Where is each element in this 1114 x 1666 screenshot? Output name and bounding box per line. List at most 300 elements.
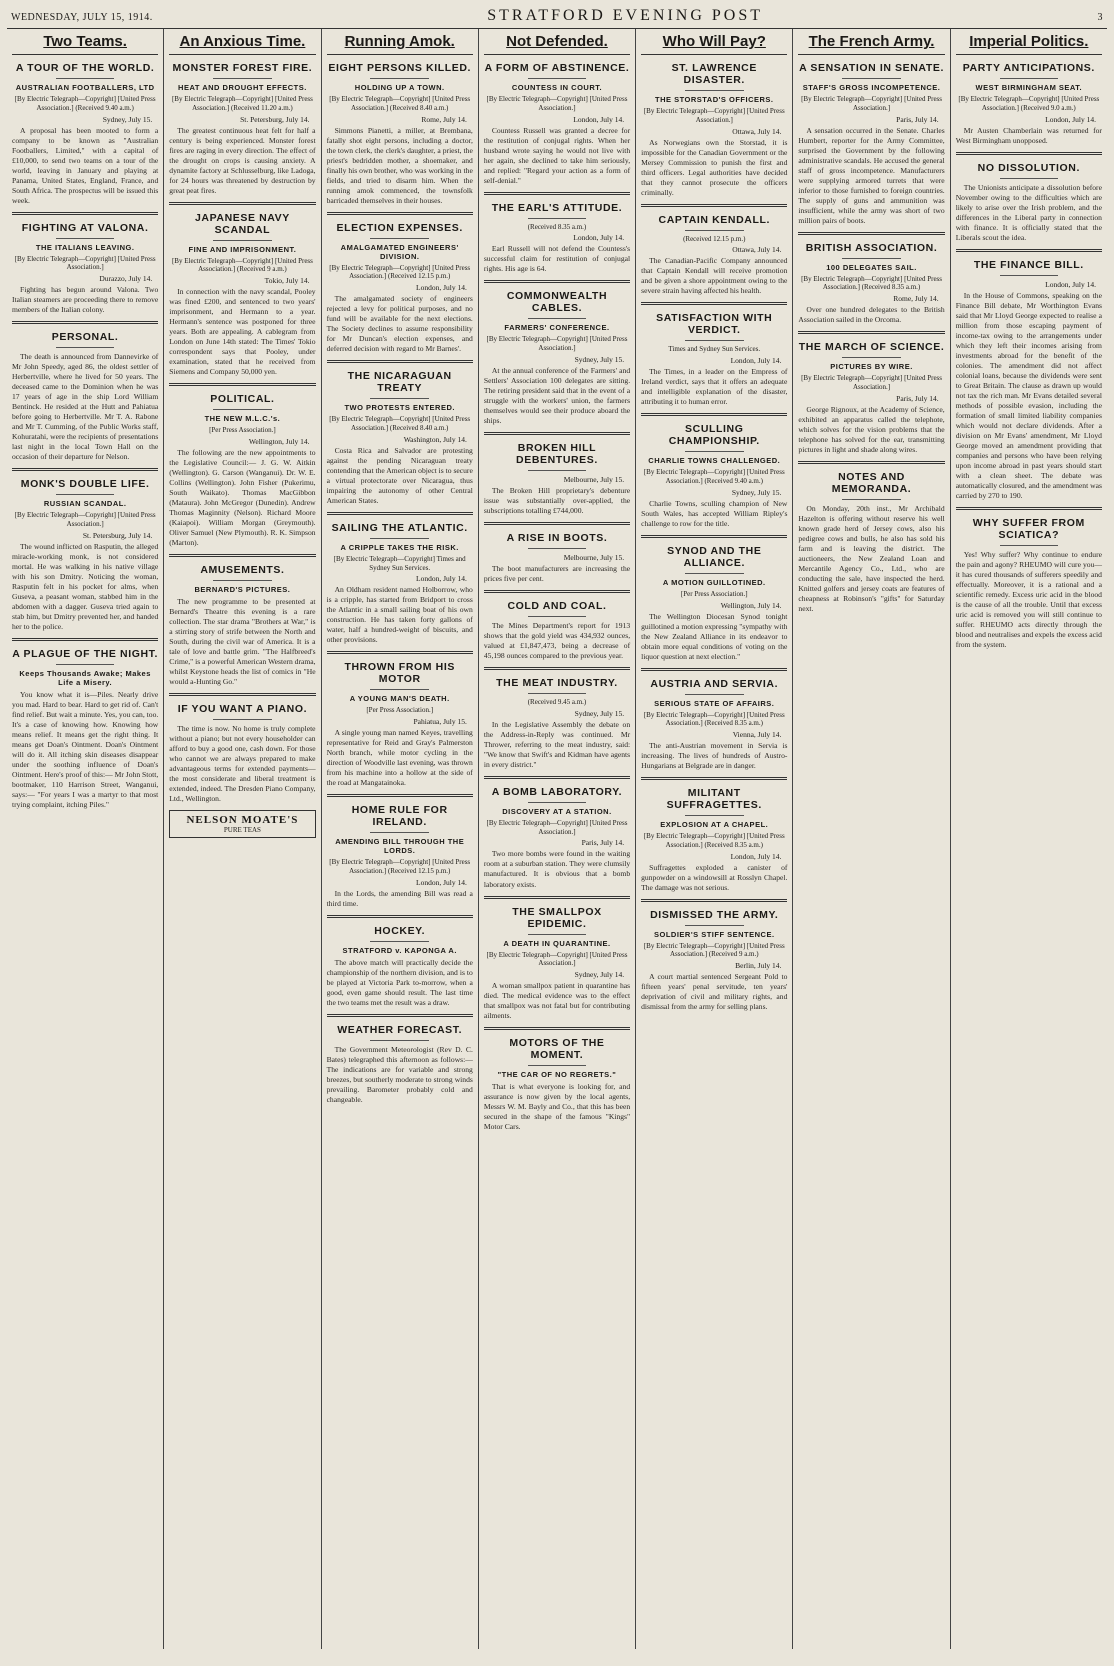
- headline-rule: [685, 694, 744, 695]
- article: [956, 62, 1102, 146]
- headline-rule: [528, 78, 587, 79]
- dateline: Rome, July 14.: [893, 294, 939, 304]
- article-headline: MILITANT SUFFRAGETTES.: [666, 787, 762, 812]
- dateline: Paris, July 14.: [896, 114, 939, 124]
- article-body: Fighting has begun around Valona. Two Italian steamers are proceeding there to remove members of the Italian colony.: [12, 285, 159, 315]
- article-headline: MOTORS OF THE MOMENT.: [509, 1037, 605, 1062]
- column-header: Imperial Politics.: [956, 33, 1102, 55]
- article-body: The boot manufacturers are increasing the prices five per cent.: [483, 564, 631, 584]
- article-headline: ELECTION EXPENSES.: [336, 221, 463, 234]
- dateline: St. Petersburg, July 14.: [82, 530, 153, 540]
- article: [327, 222, 473, 355]
- article-headline: FIGHTING AT VALONA.: [21, 221, 149, 234]
- dateline: Wellington, July 14.: [248, 437, 310, 446]
- dateline: Wellington, July 14.: [720, 600, 782, 610]
- headline-rule: [56, 78, 115, 79]
- column: [7, 29, 164, 1649]
- article: [484, 1037, 630, 1132]
- dateline: Sydney, July 15.: [574, 708, 625, 718]
- column-header: Two Teams.: [12, 33, 158, 55]
- article-divider: [484, 432, 630, 435]
- article-body: The death is announced from Dannevirke of Mr John Speedy, aged 86, the oldest settler of Herbertville, where he lived for 50 years. The deceased came to the Dominion when he was 17 years of age in the ship Lord William Bentinck. He resided at the Hutt and Pahiatua before going to Herbertville. Mr T. A. Rabone and Mr T. Cumming, of the Public Works staff, Kohuratahi, were the recipients of presentations last night in the local Town Hall on the occasion of their departure for Nelson.: [12, 352, 159, 462]
- wire-credit: [By Electric Telegraph—Copyright] [United Press Association.] (Received 9.40 a.m.): [14, 95, 156, 112]
- headline-rule: [56, 238, 115, 239]
- article-body: A single young man named Keyes, travelling representative for Reid and Gray's Palmerston North branch, while motor cycling in the direction of Woodville last evening, was thrown from his machine into a hollow at the side of the road at Mangatainoka.: [326, 728, 473, 788]
- headline-rule: [528, 802, 587, 803]
- newspaper-page: [7, 5, 1107, 1655]
- column: [322, 29, 479, 1649]
- article-headline: SCULLING CHAMPIONSHIP.: [668, 423, 760, 448]
- article-body: Simmons Pianetti, a miller, at Brembana, fatally shot eight persons, including a doctor, the town clerk, the clerk's daughter, a priest, the priest's bedridden mother, a shoemaker, and finally his own brother, who was working in the fields, and tried to disarm him. When the running amok commenced, the townsfolk barricaded themselves in their houses.: [326, 125, 473, 205]
- dateline: London, July 14.: [416, 574, 467, 584]
- article-body: In connection with the navy scandal, Pooley was fined £200, and sentenced to two years' imprisonment, and Hermann to a year. Hermann's sentence was postponed for three years. Both are appealing. A cablegram from London on June 14th stated: The Times' Tokio correspondent says that Pooley, under examination, stated that he received from Siemens and Company 50,000 yen.: [169, 287, 316, 377]
- wire-credit: [By Electric Telegraph—Copyright] [United Press Association.]: [801, 374, 942, 391]
- article: [327, 62, 473, 206]
- headline-rule: [528, 548, 587, 549]
- article-headline: A TOUR OF THE WORLD.: [15, 62, 155, 74]
- article-divider: [798, 331, 944, 334]
- article-body: A court martial sentenced Sergeant Pold to fifteen years' penal servitude, ten years' deprivation of civil and military rights, and dismissal from the army for selling plans.: [641, 972, 788, 1012]
- wire-credit: [By Electric Telegraph—Copyright] [United Press Association.]: [486, 335, 628, 353]
- article-headline: A SENSATION IN SENATE.: [799, 62, 944, 74]
- article: [484, 786, 630, 890]
- article: [169, 393, 315, 548]
- article-body: You know what it is—Piles. Nearly drive you mad. Hard to bear. Hard to get rid of. Can't find relief. But wait a minute. Yes, you can, too. It's a case of knowing how. Knowing how means relief. It means get the right thing. It means get Doan's Ointment. Doan's Ointment will do it. All itching skin diseases disappear under the soothing influence of Doan's Ointment. Here's proof of this:— Mr John Stott, bootmaker, 110 Harrison Street, Wanganui, says:— "For years I was a martyr to that most trying complaint, itching Piles.": [12, 689, 159, 810]
- article: [12, 222, 158, 316]
- article-body: In the Lords, the amending Bill was read a third time.: [326, 888, 473, 908]
- article: [798, 62, 944, 226]
- column-header: Not Defended.: [484, 33, 630, 55]
- dateline: Paris, July 14.: [581, 838, 625, 848]
- headline-rule: [842, 258, 901, 259]
- article-subheadline: TWO PROTESTS ENTERED.: [344, 403, 455, 413]
- article-body: Yes! Why suffer? Why continue to endure the pain and agony? RHEUMO will cure you—it has cured thousands of sufferers speedily and effectually. Moreover, it is a rational and a scientific remedy. Excess uric acid in the blood is the cause of all the trouble. Until that excess uric acid is removed you will still continue to suffer. RHEUMO acts directly through the blood and neutralises and expels the excess acid from the system.: [955, 549, 1102, 650]
- article-subheadline: A MOTION GUILLOTINED.: [662, 577, 766, 587]
- dateline: London, July 14.: [730, 851, 782, 861]
- article-divider: [641, 899, 787, 902]
- article-subheadline: FARMERS' CONFERENCE.: [504, 323, 610, 333]
- wire-credit: (Received 12.15 p.m.): [683, 234, 746, 243]
- article-subheadline: "THE CAR OF NO REGRETS.": [497, 1070, 617, 1080]
- article-divider: [484, 590, 630, 593]
- article-subheadline: COUNTESS IN COURT.: [511, 83, 603, 92]
- article-divider: [956, 249, 1102, 252]
- article-body: The Canadian-Pacific Company announced that Captain Kendall will receive promotion and be given a shore appointment owing to the severe strain having affected his health.: [641, 256, 788, 296]
- advert-brand: NELSON MOATE'S: [186, 814, 299, 827]
- wire-credit: (Received 9.45 a.m.): [527, 698, 587, 707]
- article-body: A proposal has been mooted to form a company to be known as "Australian Footballers, Limited," with a capital of £10,000, to send two teams on a tour of the world, leaving in January and playing at Panama, United States, England, France, and South Africa. The prospectus will be issued this week.: [12, 125, 159, 205]
- column: [793, 29, 950, 1649]
- wire-credit: [Per Press Association.]: [366, 706, 434, 715]
- paper-title: STRATFORD EVENING POST: [487, 7, 763, 24]
- article-divider: [641, 777, 787, 780]
- dateline: Sydney, July 14.: [574, 970, 625, 980]
- article-subheadline: 100 DELEGATES SAIL.: [826, 262, 917, 272]
- article-subheadline: CHARLIE TOWNS CHALLENGED.: [648, 456, 781, 466]
- article-body: George Rignoux, at the Academy of Science, exhibited an apparatus called the telephote, which solves for the vision problems that the telephone has solved for the ear, transmitting pictures in light and shade along wires.: [798, 404, 945, 454]
- article-divider: [327, 212, 473, 215]
- article: [12, 648, 158, 810]
- article-headline: BRITISH ASSOCIATION.: [805, 241, 938, 254]
- article: [641, 312, 787, 407]
- headline-rule: [370, 78, 429, 79]
- article: [641, 214, 787, 297]
- headline-rule: [213, 409, 272, 410]
- article-divider: [327, 512, 473, 515]
- article-body: An Oldham resident named Holborrow, who is a cripple, has started from Bridport to cross the Atlantic in a small sailing boat of his own construction. He has taken forty gallons of water, half a hundred-weight of biscuits, and other provisions.: [326, 585, 473, 645]
- wire-credit: [Per Press Association.]: [209, 426, 276, 435]
- article: [641, 545, 787, 662]
- article-body: The Wellington Diocesan Synod tonight guillotined a motion expressing "sympathy with the New Zealand Alliance in its endeavor to obtain more equal conditions of voting on the liquor question at next election.": [641, 611, 788, 661]
- article-subheadline: FINE AND IMPRISONMENT.: [188, 244, 297, 254]
- headline-rule: [528, 616, 587, 617]
- wire-credit: [By Electric Telegraph—Copyright] [United Press Association.] (Received 12.15 p.m.): [329, 263, 471, 281]
- article: [798, 471, 944, 614]
- wire-credit: [By Electric Telegraph—Copyright] [United Press Association.] (Received 8.40 a.m.): [329, 95, 471, 112]
- article-divider: [12, 638, 158, 641]
- dateline: Ottawa, July 14.: [732, 245, 782, 255]
- headline-rule: [528, 1065, 587, 1066]
- headline-rule: [370, 941, 429, 942]
- article: [641, 62, 787, 198]
- article-body: The Government Meteorologist (Rev D. C. Bates) telegraphed this afternoon as follows:— The indications are for variable and strong breezes, but southerly moderate to strong winds prevailing. Barometer probably cold and changeable.: [326, 1044, 473, 1104]
- article: [484, 532, 630, 584]
- column-header: An Anxious Time.: [169, 33, 315, 55]
- headline-rule: [370, 1040, 429, 1041]
- headline-rule: [370, 398, 429, 399]
- article-body: The anti-Austrian movement in Servia is increasing. The lives of hundreds of Austro-Hungarians at Belgrade are in danger.: [641, 741, 788, 771]
- article-subheadline: AMENDING BILL THROUGH THE LORDS.: [335, 837, 465, 856]
- article-headline: IF YOU WANT A PIANO.: [177, 703, 308, 716]
- article-subheadline: A DEATH IN QUARANTINE.: [503, 938, 611, 948]
- article-subheadline: THE NEW M.L.C.'s.: [204, 414, 281, 424]
- article-body: The Broken Hill proprietary's debenture issue was substantially over-applied, the subscriptions totalling £744,000.: [483, 485, 631, 516]
- article-divider: [12, 468, 158, 471]
- page-number: 3: [1097, 12, 1103, 23]
- article-headline: THE EARL'S ATTITUDE.: [491, 201, 623, 214]
- dateline: London, July 14.: [730, 356, 782, 366]
- article-subheadline: A CRIPPLE TAKES THE RISK.: [340, 542, 459, 552]
- article-subheadline: DISCOVERY AT A STATION.: [502, 806, 612, 816]
- article-body: Countess Russell was granted a decree for the restitution of conjugal rights. When her husband wrote saying he would not live with her again, she declined to take him seriously, and replied: "Regard your action as a form of self-denial.": [483, 125, 631, 185]
- article-body: The following are the new appointments to the Legislative Council:— J. G. W. Aitkin (Wellington). G. Carson (Wanganui). Dr. W. E. Collins (Wellington). John Fisher (Pukerimu, South Waikato). Thomas MacGibbon (Mataura). John McGregor (Dunedin). Andrew Thomas Maginnity (Nelson). Richard Moore (Kaiapoi). William Morgan (Greymouth). Oliver Samuel (New Plymouth). R. K. Simpson (Marton).: [169, 448, 316, 548]
- article-divider: [484, 667, 630, 670]
- dateline: Sydney, July 15.: [102, 114, 153, 124]
- headline-rule: [528, 470, 587, 471]
- article-headline: A FORM OF ABSTINENCE.: [484, 62, 630, 74]
- dateline: St. Petersburg, July 14.: [240, 114, 310, 124]
- article-divider: [327, 360, 473, 363]
- article-body: That is what everyone is looking for, and assurance is now given by the local agents, Messrs W. M. Bayly and Co., that this has been secured in the shape of the famous "Kings" Motor Cars.: [483, 1082, 631, 1132]
- article-divider: [956, 152, 1102, 155]
- article-divider: [484, 896, 630, 899]
- headline-rule: [1000, 275, 1059, 276]
- article-subheadline: AUSTRALIAN FOOTBALLERS, LTD: [15, 83, 155, 92]
- article-headline: THE NICARAGUAN TREATY: [347, 370, 452, 395]
- article: [484, 677, 630, 770]
- wire-credit: [By Electric Telegraph—Copyright] [United Press Association.] (Received 9.40 a.m.): [643, 468, 785, 485]
- article-body: On Monday, 20th inst., Mr Archibald Hazelton is offering without reserve his well known grade herd of Jersey cows, also his pedigree cows and bulls, he also has sold his farm and is leaving the district. The auctioneers, the New Zealand Loan and Mercantile Agency Co., Ltd., who are conducting the sale, have inspected the herd. Knitted golfers and jersey coats are features of cheapness at Robinson's "gifts" for Saturday next.: [798, 503, 945, 613]
- headline-rule: [56, 664, 115, 665]
- dateline: Berlin, July 14.: [735, 961, 782, 971]
- columns-container: [7, 29, 1107, 1649]
- headline-rule: [685, 925, 744, 926]
- article-headline: MONSTER FOREST FIRE.: [172, 62, 313, 74]
- dateline: Tokio, July 14.: [264, 276, 310, 286]
- article: [484, 202, 630, 275]
- headline-rule: [370, 238, 429, 239]
- article-divider: [484, 776, 630, 779]
- article-subheadline: EXPLOSION AT A CHAPEL.: [660, 820, 769, 830]
- tea-advert: [169, 810, 315, 838]
- wire-credit: [By Electric Telegraph—Copyright] [United Press Association.] (Received 8.40 a.m.): [329, 415, 471, 432]
- article-body: The above match will practically decide the championship of the northern division, and is to be played at Victoria Park to-morrow, when a good, even game should result. The last time the two teams met the result was a draw.: [326, 957, 473, 1007]
- headline-rule: [842, 499, 901, 500]
- article: [484, 290, 630, 426]
- column: [479, 29, 636, 1649]
- article: [327, 1024, 473, 1105]
- dateline: London, July 14.: [573, 114, 625, 124]
- wire-credit: [By Electric Telegraph—Copyright] [United Press Association.] (Received 8.35 a.m.): [643, 710, 785, 728]
- article-divider: [641, 413, 787, 416]
- headline-rule: [685, 451, 744, 452]
- headline-rule: [528, 318, 587, 319]
- article-headline: POLITICAL.: [210, 393, 275, 406]
- article-divider: [327, 651, 473, 654]
- headline-rule: [685, 90, 744, 91]
- article-divider: [169, 383, 315, 386]
- headline-rule: [1000, 78, 1059, 79]
- article-subheadline: Keeps Thousands Awake; Makes Life a Misery.: [19, 668, 151, 687]
- headline-rule: [528, 218, 587, 219]
- article-headline: NOTES AND MEMORANDA.: [831, 470, 912, 495]
- article-subheadline: THE ITALIANS LEAVING.: [35, 242, 135, 252]
- article-subheadline: PICTURES BY WIRE.: [830, 362, 913, 372]
- article-subheadline: STRATFORD v. KAPONGA A.: [342, 945, 457, 955]
- article-headline: THROWN FROM HIS MOTOR: [344, 661, 455, 686]
- article-divider: [798, 232, 944, 235]
- article-headline: WHY SUFFER FROM SCIATICA?: [972, 516, 1085, 541]
- wire-credit: [By Electric Telegraph—Copyright] [United Press Association.]: [801, 95, 942, 112]
- article-subheadline: WEST BIRMINGHAM SEAT.: [975, 83, 1083, 92]
- article: [12, 331, 158, 462]
- dateline: Melbourne, July 15.: [563, 553, 625, 563]
- article: [169, 703, 315, 804]
- wire-credit: [By Electric Telegraph—Copyright] [United Press Association.] (Received 8.35 a.m.): [643, 832, 785, 849]
- wire-credit: [By Electric Telegraph—Copyright] [United Press Association.]: [486, 95, 628, 112]
- issue-date: WEDNESDAY, JULY 15, 1914.: [11, 12, 153, 23]
- article-headline: CAPTAIN KENDALL.: [658, 213, 770, 226]
- dateline: Sydney, July 15.: [574, 354, 625, 364]
- dateline: London, July 14.: [573, 233, 625, 243]
- article-body: Charlie Towns, sculling champion of New South Wales, has accepted William Ripley's challenge to row for the title.: [641, 498, 788, 528]
- article-headline: DISMISSED THE ARMY.: [650, 908, 779, 921]
- article-body: The time is now. No home is truly complete without a piano; but not every householder can afford to buy a good one, cash down. For those who cannot we are always prepared to make advantageous terms for extended payments—the most considerate and liberal treatment is extended, indeed. The Dresden Piano Company, Ltd., Wellington.: [169, 724, 316, 804]
- headline-rule: [1000, 545, 1059, 546]
- article-headline: COLD AND COAL.: [507, 600, 607, 613]
- wire-credit: [By Electric Telegraph—Copyright] [United Press Association.] (Received 8.35 a.m.): [801, 274, 942, 292]
- article-headline: AUSTRIA AND SERVIA.: [650, 677, 779, 690]
- wire-credit: [By Electric Telegraph—Copyright] [United Press Association.]: [14, 511, 156, 529]
- dateline: Vienna, July 14.: [732, 730, 782, 740]
- article-headline: PERSONAL.: [51, 331, 119, 344]
- article-body: A woman smallpox patient in quarantine has died. The medical evidence was to the effect that smallpox was not fatal but for contributing ailments.: [483, 981, 631, 1021]
- article-divider: [956, 507, 1102, 510]
- article-headline: JAPANESE NAVY SCANDAL: [194, 211, 290, 236]
- wire-credit: Times and Sydney Sun Services.: [668, 345, 761, 354]
- article-subheadline: STAFF'S GROSS INCOMPETENCE.: [802, 83, 941, 92]
- headline-rule: [213, 78, 272, 79]
- article-body: The amalgamated society of engineers rejected a levy for political purposes, and no fund will be available for the next elections. The Society declines to assume responsibility for Mr Duncan's election expenses, and deferred decision with regard to Mr Barnes'.: [326, 294, 473, 354]
- column-header: Who Will Pay?: [641, 33, 787, 55]
- headline-rule: [842, 78, 901, 79]
- article-body: The wound inflicted on Rasputin, the alleged miracle-working monk, is not considered mortal. He was walking in his native village with his son Dmitry. Noticing the woman, Rasputin felt in his pocket for alms, when Guseva, a peasant woman, stabbed him in the abdomen with a dagger. Guseva tried again to stab him, but Dmitry prevented her, and handed her to the police.: [12, 541, 159, 631]
- article: [641, 909, 787, 1013]
- article-body: The new programme to be presented at Bernard's Theatre this evening is a rare collection. The star drama "Brothers at War," is a stirring story of strife between the North and South, during the civil war of America. It is a tale of love and battle grim. "The Halfbreed's Crime," is a powerful American Western drama, whilst Keystone heads the list of comics in "He would a-Hunting Go.": [169, 597, 316, 687]
- article-subheadline: SOLDIER'S STIFF SENTENCE.: [653, 929, 775, 939]
- article: [484, 906, 630, 1022]
- wire-credit: [By Electric Telegraph—Copyright] [United Press Association.] (Received 11.20 a.m.): [171, 95, 313, 112]
- article-divider: [12, 321, 158, 324]
- wire-credit: (Received 8.35 a.m.): [527, 222, 587, 231]
- article-divider: [484, 280, 630, 283]
- wire-credit: [Per Press Association.]: [680, 589, 748, 598]
- article-divider: [641, 535, 787, 538]
- headline-rule: [685, 340, 744, 341]
- column: [164, 29, 321, 1649]
- headline-rule: [370, 832, 429, 833]
- headline-rule: [1000, 178, 1059, 179]
- article-headline: A BOMB LABORATORY.: [491, 785, 623, 798]
- headline-rule: [528, 934, 587, 935]
- advert-tagline: PURE TEAS: [223, 826, 261, 835]
- article: [484, 62, 630, 186]
- dateline: London, July 14.: [416, 283, 467, 293]
- article-body: The greatest continuous heat felt for half a century is being experienced. Monster forest fires are raging in every direction. The effect of the drought on crops is causing anxiety. A dynamite factory at Schlusselburg, like Ladoga, for 24 hours was threatened by destruction by great peat fires.: [169, 125, 316, 195]
- article: [484, 442, 630, 516]
- article-subheadline: A YOUNG MAN'S DEATH.: [349, 694, 450, 704]
- article-divider: [12, 212, 158, 215]
- dateline: Washington, July 14.: [403, 434, 467, 444]
- article-body: Earl Russell will not defend the Countess's successful claim for restitution of conjugal rights. His age is 64.: [483, 244, 631, 274]
- headline-rule: [56, 347, 115, 348]
- article-body: Costa Rica and Salvador are protesting against the pending Nicaraguan treaty contending that the American object is to secure a virtual protectorate over Nicaragua, thus impairing the autonomy of other Central American States.: [326, 445, 473, 505]
- article-divider: [327, 794, 473, 797]
- article: [641, 787, 787, 893]
- article-headline: MONK'S DOUBLE LIFE.: [20, 478, 150, 491]
- article-headline: WEATHER FORECAST.: [337, 1023, 463, 1036]
- article-headline: BROKEN HILL DEBENTURES.: [516, 441, 598, 466]
- wire-credit: [By Electric Telegraph—Copyright] [United Press Association.]: [486, 950, 628, 968]
- article: [956, 259, 1102, 501]
- headline-rule: [685, 230, 744, 231]
- article-body: In the Legislative Assembly the debate on the Address-in-Reply was continued. Mr Thrower, referring to the meat industry, said: "We know that Swift's and Kidman have agents in every district.": [483, 719, 631, 769]
- article-headline: PARTY ANTICIPATIONS.: [962, 62, 1095, 74]
- article-headline: COMMONWEALTH CABLES.: [506, 290, 608, 315]
- article-body: The Unionists anticipate a dissolution before November owing to the difficulties which are likely to arise over the Irish problem, and the differences in the Liberal party in connection with finance. It is officially stated that the Liberals scout the idea.: [955, 182, 1102, 242]
- article: [169, 564, 315, 687]
- article-headline: HOME RULE FOR IRELAND.: [351, 804, 448, 829]
- headline-rule: [685, 815, 744, 816]
- article: [798, 242, 944, 326]
- article-divider: [484, 1027, 630, 1030]
- article: [169, 62, 315, 196]
- article: [12, 478, 158, 632]
- headline-rule: [370, 689, 429, 690]
- headline-rule: [56, 494, 115, 495]
- article-divider: [641, 302, 787, 305]
- article-headline: THE MARCH OF SCIENCE.: [798, 341, 945, 354]
- column: [636, 29, 793, 1649]
- wire-credit: [By Electric Telegraph—Copyright] Times and Sydney Sun Services.: [333, 554, 466, 572]
- article-subheadline: RUSSIAN SCANDAL.: [43, 499, 127, 509]
- article-divider: [169, 202, 315, 205]
- article: [327, 804, 473, 909]
- dateline: Paris, July 14.: [896, 393, 939, 403]
- dateline: Rome, July 14.: [421, 114, 467, 124]
- article: [12, 62, 158, 206]
- article-headline: A RISE IN BOOTS.: [506, 532, 608, 545]
- article-divider: [169, 554, 315, 557]
- article-headline: HOCKEY.: [374, 924, 426, 937]
- dateline: Melbourne, July 15.: [563, 474, 625, 484]
- article: [327, 370, 473, 506]
- headline-rule: [213, 719, 272, 720]
- wire-credit: [By Electric Telegraph—Copyright] [United Press Association.] (Received 12.15 p.m.): [329, 858, 471, 875]
- dateline: Sydney, July 15.: [731, 487, 782, 497]
- article-body: The Times, in a leader on the Empress of Ireland verdict, says that it offers an adequate and intelligible explanation of the disaster, attributing it to human error.: [641, 367, 788, 407]
- article: [956, 162, 1102, 243]
- headline-rule: [685, 573, 744, 574]
- article: [484, 600, 630, 661]
- headline-rule: [213, 240, 272, 241]
- article-headline: SAILING THE ATLANTIC.: [331, 521, 468, 534]
- article-headline: THE MEAT INDUSTRY.: [496, 677, 618, 690]
- article-body: As Norwegians own the Storstad, it is impossible for the Canadian Government or the Mersey Commission to punish the first and third officers. Legal authorities have decided that they cannot prosecute the officers criminally.: [641, 137, 788, 197]
- article-divider: [327, 915, 473, 918]
- article-body: Two more bombs were found in the waiting room at a suburban station. They were clumsily manufactured. It is obvious that a bomb laboratory exists.: [483, 849, 631, 889]
- article: [798, 341, 944, 455]
- article-divider: [484, 192, 630, 195]
- article-headline: A PLAGUE OF THE NIGHT.: [12, 647, 159, 660]
- article-divider: [327, 1014, 473, 1017]
- article-body: At the annual conference of the Farmers' and Settlers' Association 100 delegates are sitting. The retiring president said that in the event of a struggle with the workers' union, the farmers themselves would see their produce aboard the ships.: [483, 365, 631, 425]
- masthead: [7, 5, 1107, 29]
- article-subheadline: HEAT AND DROUGHT EFFECTS.: [178, 83, 307, 92]
- headline-rule: [842, 357, 901, 358]
- article-divider: [798, 461, 944, 464]
- article: [327, 925, 473, 1008]
- article: [327, 522, 473, 646]
- article-subheadline: THE STORSTAD'S OFFICERS.: [655, 95, 774, 104]
- article-divider: [641, 204, 787, 207]
- article-headline: SATISFACTION WITH VERDICT.: [656, 312, 773, 337]
- article-headline: AMUSEMENTS.: [200, 564, 285, 577]
- headline-rule: [528, 693, 587, 694]
- dateline: London, July 14.: [416, 877, 467, 887]
- article: [641, 423, 787, 529]
- wire-credit: [By Electric Telegraph—Copyright] [United Press Association.] (Received 9 a.m.): [643, 941, 785, 959]
- article-headline: ST. LAWRENCE DISASTER.: [671, 62, 757, 86]
- article-body: In the House of Commons, speaking on the Finance Bill debate, Mr Worthington Evans said that Mr Lloyd George expected to realise a million from those escaping payment of income-tax owing to the arrangements under which they left their incomes arising from investments abroad for the benefit of the colonies. The amendment did not affect colonial loans, because the dividends were sent to Great Britain. The clause as drawn up would not tax the rich man. Mr Evans detailed several methods of possible evasion, including the formation of small limited liability companies which would not declare dividends. After a division on Mr Evans' amendment, Mr Lloyd George moved an amendment providing that companies and persons who have been relying upon income abroad in past years should start with a clean sheet. The debate was automatically closured, and the amendment was carried by 270 to 190.: [955, 290, 1102, 500]
- article-divider: [641, 668, 787, 671]
- wire-credit: [By Electric Telegraph—Copyright] [United Press Association.] (Received 9.0 a.m.): [958, 95, 1100, 112]
- article-body: Suffragettes exploded a canister of gunpowder on a windowsill at Rosslyn Chapel. The damage was not serious.: [641, 862, 788, 892]
- headline-rule: [370, 538, 429, 539]
- dateline: Pahiatua, July 15.: [413, 717, 467, 727]
- wire-credit: [By Electric Telegraph—Copyright] [United Press Association.] (Received 9 a.m.): [171, 256, 313, 274]
- article-headline: THE FINANCE BILL.: [973, 258, 1084, 271]
